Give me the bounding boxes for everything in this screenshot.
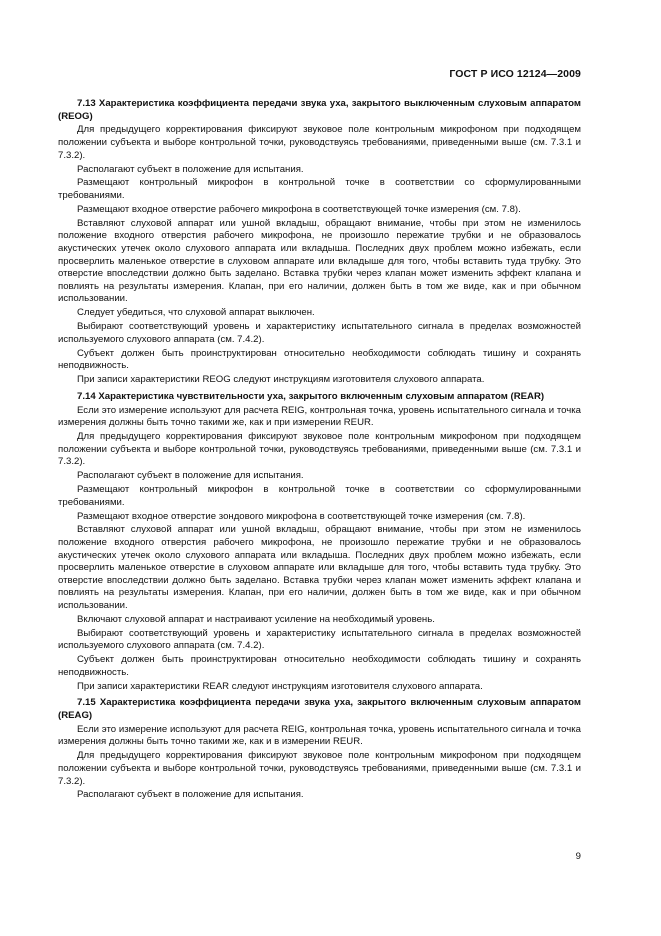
paragraph: Размещают контрольный микрофон в контрольной точке в соответствии со сформулированными требованиями. [58, 484, 581, 508]
section-heading-7-15: 7.15 Характеристика коэффициента передачи звука уха, закрытого включенным слуховым аппаратом (REAG) [58, 697, 581, 721]
paragraph: Располагают субъект в положение для испытания. [77, 789, 304, 801]
paragraph: Если это измерение используют для расчета REIG, контрольная точка, уровень испытательного сигнала и точка измерения должны быть точно такими же, как и при измерении REUR. [58, 404, 581, 429]
paragraph: Субъект должен быть проинструктирован относительно необходимости соблюдать тишину и сохранять неподвижность. [58, 347, 581, 372]
section-heading-7-14: 7.14 Характеристика чувствительности уха, закрытого включенным слуховым аппаратом (REAR) [77, 390, 545, 402]
paragraph: Если это измерение используют для расчета REIG, контрольная точка, уровень испытательного сигнала и точка измерения должны быть точно такими же, как и в измерении REUR. [58, 723, 581, 748]
paragraph: Выбирают соответствующий уровень и характеристику испытательного сигнала в пределах возможностей используемого слухового аппарата (см. 7.4.2). [58, 627, 581, 652]
paragraph: Размещают входное отверстие рабочего микрофона в соответствующей точке измерения (см. 7.8). [77, 203, 521, 215]
paragraph: Располагают субъект в положение для испытания. [77, 470, 304, 482]
paragraph: Размещают контрольный микрофон в контрольной точке в соответствии со сформулированными требованиями. [58, 177, 581, 202]
paragraph: Включают слуховой аппарат и настраивают усиление на необходимый уровень. [77, 613, 435, 625]
section-heading-7-13: 7.13 Характеристика коэффициента передачи звука уха, закрытого выключенным слуховым аппаратом (REOG) [58, 98, 581, 122]
paragraph: Субъект должен быть проинструктирован относительно необходимости соблюдать тишину и сохранять неподвижность. [58, 654, 581, 678]
paragraph: Для предыдущего корректирования фиксируют звуковое поле контрольным микрофоном при подходящем положении субъекта и выборе контрольной точки, руководствуясь требованиями, приведенными выше (см. 7.3.1 и 7.3.2). [58, 750, 581, 787]
paragraph: Вставляют слуховой аппарат или ушной вкладыш, обращают внимание, чтобы при этом не изменилось положение входного отверстия рабочего микрофона, не произошло пережатие трубки и не образовалось акустических утечек около слухового аппарата или вкладыша. Последних двух проблем можно избежать, если просверлить маленькое отверстие в слуховом аппарате или вкладыше для того, чтобы вставить туда трубку. Это отверстие впоследствии должно быть заделано. Вставка трубки через клапан может изменить эффект клапана и повлиять на результаты измерения. Клапан, при его наличии, должен быть в том же виде, как и при обычном использовании. [58, 524, 581, 612]
paragraph: Для предыдущего корректирования фиксируют звуковое поле контрольным микрофоном при подходящем положении субъекта и выборе контрольной точки, руководствуясь требованиями, приведенными выше (см. 7.3.1 и 7.3.2). [58, 124, 581, 161]
paragraph: Выбирают соответствующий уровень и характеристику испытательного сигнала в пределах возможностей используемого слухового аппарата (см. 7.4.2). [58, 321, 581, 345]
paragraph: При записи характеристики REAR следуют инструкциям изготовителя слухового аппарата. [77, 680, 483, 692]
paragraph: Следует убедиться, что слуховой аппарат выключен. [77, 307, 315, 319]
document-body [58, 98, 581, 802]
paragraph: Вставляют слуховой аппарат или ушной вкладыш, обращают внимание, чтобы при этом не изменилось положение входного отверстия рабочего микрофона, не произошло пережатие трубки и не образовалось акустических утечек около слухового аппарата или вкладыша. Последних двух проблем можно избежать, если просверлить маленькое отверстие в слуховом аппарате или вкладыше для того, чтобы вставить туда трубку. Это отверстие впоследствии должно быть заделано. Вставка трубки через клапан может изменить эффект клапана и повлиять на результаты измерения. Клапан, при его наличии, должен быть в том же виде, как и при обычном использовании. [58, 217, 581, 305]
paragraph: Для предыдущего корректирования фиксируют звуковое поле контрольным микрофоном при подходящем положении субъекта и выборе контрольной точки, руководствуясь требованиями, приведенными выше (см. 7.3.1 и 7.3.2). [58, 431, 581, 468]
page-number: 9 [575, 851, 581, 862]
standard-designation: ГОСТ Р ИСО 12124—2009 [449, 68, 581, 80]
paragraph: Размещают входное отверстие зондового микрофона в соответствующей точке измерения (см. 7.8). [77, 510, 526, 522]
paragraph: Располагают субъект в положение для испытания. [77, 163, 304, 175]
paragraph: При записи характеристики REOG следуют инструкциям изготовителя слухового аппарата. [77, 374, 485, 386]
